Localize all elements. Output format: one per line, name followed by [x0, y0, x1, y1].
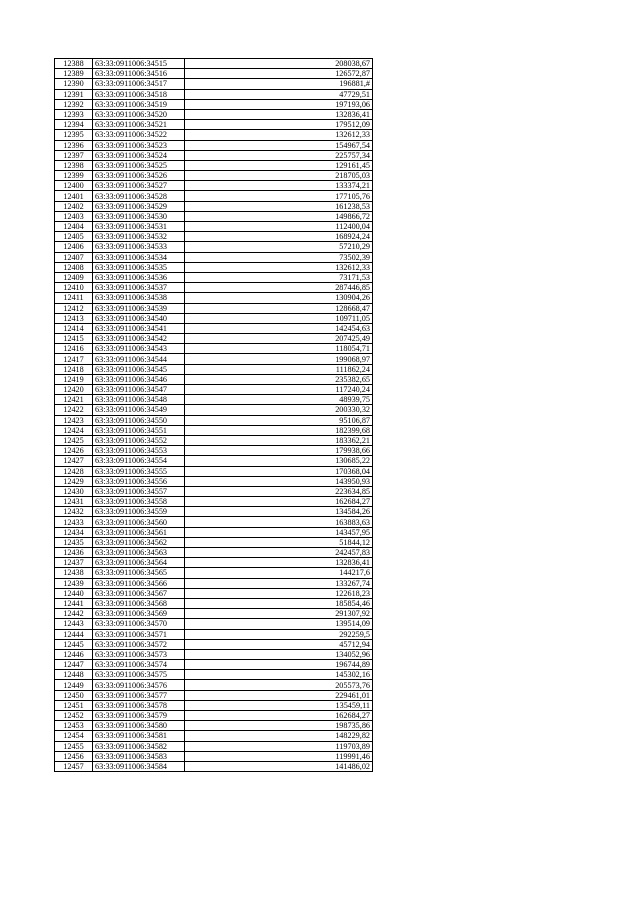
row-number-cell: 12407	[55, 252, 93, 262]
cadastral-number-cell: 63:33:0911006:34567	[93, 588, 185, 598]
cadastral-value-cell: 130904,26	[185, 293, 373, 303]
table-row	[55, 395, 373, 405]
cadastral-value-cell: 208038,67	[185, 59, 373, 69]
row-number-cell: 12409	[55, 272, 93, 282]
row-number-cell: 12388	[55, 59, 93, 69]
row-number-cell: 12426	[55, 446, 93, 456]
table-row	[55, 59, 373, 69]
row-number-cell: 12401	[55, 191, 93, 201]
cadastral-value-cell: 51844,12	[185, 537, 373, 547]
cadastral-number-cell: 63:33:0911006:34531	[93, 222, 185, 232]
row-number-cell: 12448	[55, 670, 93, 680]
row-number-cell: 12397	[55, 150, 93, 160]
cadastral-number-cell: 63:33:0911006:34519	[93, 99, 185, 109]
cadastral-number-cell: 63:33:0911006:34549	[93, 405, 185, 415]
cadastral-number-cell: 63:33:0911006:34557	[93, 486, 185, 496]
cadastral-number-cell: 63:33:0911006:34574	[93, 660, 185, 670]
cadastral-value-cell: 163883,63	[185, 517, 373, 527]
row-number-cell: 12428	[55, 466, 93, 476]
cadastral-value-cell: 170368,04	[185, 466, 373, 476]
cadastral-value-cell: 134052,96	[185, 649, 373, 659]
row-number-cell: 12403	[55, 211, 93, 221]
cadastral-value-cell: 162684,27	[185, 497, 373, 507]
cadastral-number-cell: 63:33:0911006:34533	[93, 242, 185, 252]
row-number-cell: 12399	[55, 171, 93, 181]
cadastral-number-cell: 63:33:0911006:34543	[93, 344, 185, 354]
cadastral-number-cell: 63:33:0911006:34580	[93, 721, 185, 731]
row-number-cell: 12393	[55, 109, 93, 119]
table-row	[55, 456, 373, 466]
cadastral-value-cell: 57210,29	[185, 242, 373, 252]
table-row	[55, 649, 373, 659]
table-row	[55, 344, 373, 354]
table-row	[55, 507, 373, 517]
cadastral-value-cell: 143950,93	[185, 476, 373, 486]
row-number-cell: 12457	[55, 761, 93, 771]
row-number-cell: 12434	[55, 527, 93, 537]
row-number-cell: 12430	[55, 486, 93, 496]
table-row	[55, 232, 373, 242]
row-number-cell: 12391	[55, 89, 93, 99]
row-number-cell: 12445	[55, 639, 93, 649]
cadastral-value-cell: 139514,09	[185, 619, 373, 629]
cadastral-number-cell: 63:33:0911006:34544	[93, 354, 185, 364]
cadastral-value-cell: 145302,16	[185, 670, 373, 680]
table-row	[55, 89, 373, 99]
cadastral-value-cell: 154967,54	[185, 140, 373, 150]
table-row	[55, 283, 373, 293]
cadastral-value-cell: 168924,24	[185, 232, 373, 242]
row-number-cell: 12451	[55, 700, 93, 710]
row-number-cell: 12392	[55, 99, 93, 109]
cadastral-number-cell: 63:33:0911006:34526	[93, 171, 185, 181]
cadastral-number-cell: 63:33:0911006:34583	[93, 751, 185, 761]
row-number-cell: 12421	[55, 395, 93, 405]
cadastral-number-cell: 63:33:0911006:34525	[93, 160, 185, 170]
cadastral-value-cell: 207425,49	[185, 334, 373, 344]
row-number-cell: 12419	[55, 374, 93, 384]
row-number-cell: 12450	[55, 690, 93, 700]
table-row	[55, 262, 373, 272]
table-row	[55, 568, 373, 578]
cadastral-number-cell: 63:33:0911006:34547	[93, 385, 185, 395]
cadastral-value-cell: 112400,04	[185, 222, 373, 232]
table-row	[55, 191, 373, 201]
table-row	[55, 79, 373, 89]
row-number-cell: 12436	[55, 548, 93, 558]
table-row	[55, 211, 373, 221]
table-row	[55, 293, 373, 303]
table-row	[55, 405, 373, 415]
table-row	[55, 619, 373, 629]
row-number-cell: 12412	[55, 303, 93, 313]
cadastral-number-cell: 63:33:0911006:34527	[93, 181, 185, 191]
row-number-cell: 12453	[55, 721, 93, 731]
row-number-cell: 12411	[55, 293, 93, 303]
cadastral-number-cell: 63:33:0911006:34572	[93, 639, 185, 649]
cadastral-value-cell: 144217,6	[185, 568, 373, 578]
cadastral-value-cell: 130685,22	[185, 456, 373, 466]
table-row	[55, 120, 373, 130]
cadastral-number-cell: 63:33:0911006:34528	[93, 191, 185, 201]
cadastral-number-cell: 63:33:0911006:34556	[93, 476, 185, 486]
table-row	[55, 700, 373, 710]
row-number-cell: 12444	[55, 629, 93, 639]
row-number-cell: 12442	[55, 609, 93, 619]
table-row	[55, 181, 373, 191]
cadastral-value-cell: 109711,05	[185, 313, 373, 323]
row-number-cell: 12389	[55, 69, 93, 79]
table-row	[55, 303, 373, 313]
row-number-cell: 12394	[55, 120, 93, 130]
table-row	[55, 242, 373, 252]
table-row	[55, 751, 373, 761]
row-number-cell: 12425	[55, 435, 93, 445]
table-row	[55, 527, 373, 537]
cadastral-number-cell: 63:33:0911006:34554	[93, 456, 185, 466]
table-row	[55, 415, 373, 425]
cadastral-value-cell: 73502,39	[185, 252, 373, 262]
cadastral-value-cell: 45712,94	[185, 639, 373, 649]
row-number-cell: 12433	[55, 517, 93, 527]
table-row	[55, 466, 373, 476]
cadastral-value-cell: 126572,87	[185, 69, 373, 79]
cadastral-number-cell: 63:33:0911006:34523	[93, 140, 185, 150]
row-number-cell: 12410	[55, 283, 93, 293]
row-number-cell: 12424	[55, 425, 93, 435]
cadastral-number-cell: 63:33:0911006:34559	[93, 507, 185, 517]
table-row	[55, 578, 373, 588]
table-row	[55, 313, 373, 323]
cadastral-number-cell: 63:33:0911006:34550	[93, 415, 185, 425]
cadastral-value-cell: 225757,34	[185, 150, 373, 160]
cadastral-number-cell: 63:33:0911006:34534	[93, 252, 185, 262]
row-number-cell: 12408	[55, 262, 93, 272]
table-row	[55, 660, 373, 670]
cadastral-value-cell: 132612,33	[185, 262, 373, 272]
table-row	[55, 741, 373, 751]
cadastral-value-cell: 177105,76	[185, 191, 373, 201]
cadastral-value-cell: 199068,97	[185, 354, 373, 364]
row-number-cell: 12452	[55, 711, 93, 721]
cadastral-value-cell: 141486,02	[185, 761, 373, 771]
cadastral-value-cell: 223634,85	[185, 486, 373, 496]
table-row	[55, 598, 373, 608]
table-row	[55, 99, 373, 109]
row-number-cell: 12422	[55, 405, 93, 415]
cadastral-value-cell: 47729,51	[185, 89, 373, 99]
cadastral-number-cell: 63:33:0911006:34576	[93, 680, 185, 690]
cadastral-value-cell: 118054,71	[185, 344, 373, 354]
row-number-cell: 12423	[55, 415, 93, 425]
cadastral-number-cell: 63:33:0911006:34537	[93, 283, 185, 293]
cadastral-number-cell: 63:33:0911006:34571	[93, 629, 185, 639]
cadastral-number-cell: 63:33:0911006:34517	[93, 79, 185, 89]
cadastral-number-cell: 63:33:0911006:34521	[93, 120, 185, 130]
cadastral-number-cell: 63:33:0911006:34538	[93, 293, 185, 303]
cadastral-number-cell: 63:33:0911006:34561	[93, 527, 185, 537]
row-number-cell: 12432	[55, 507, 93, 517]
row-number-cell: 12418	[55, 364, 93, 374]
cadastral-number-cell: 63:33:0911006:34536	[93, 272, 185, 282]
cadastral-number-cell: 63:33:0911006:34560	[93, 517, 185, 527]
table-row	[55, 150, 373, 160]
cadastral-value-cell: 143457,95	[185, 527, 373, 537]
table-row	[55, 609, 373, 619]
cadastral-value-cell: 133374,21	[185, 181, 373, 191]
cadastral-number-cell: 63:33:0911006:34539	[93, 303, 185, 313]
row-number-cell: 12406	[55, 242, 93, 252]
table-row	[55, 354, 373, 364]
table-row	[55, 446, 373, 456]
cadastral-number-cell: 63:33:0911006:34516	[93, 69, 185, 79]
cadastral-number-cell: 63:33:0911006:34575	[93, 670, 185, 680]
cadastral-number-cell: 63:33:0911006:34570	[93, 619, 185, 629]
cadastral-value-cell: 119703,89	[185, 741, 373, 751]
table-row	[55, 69, 373, 79]
cadastral-number-cell: 63:33:0911006:34552	[93, 435, 185, 445]
table-row	[55, 497, 373, 507]
row-number-cell: 12437	[55, 558, 93, 568]
cadastral-value-cell: 185854,46	[185, 598, 373, 608]
cadastral-number-cell: 63:33:0911006:34568	[93, 598, 185, 608]
document-page	[54, 58, 373, 772]
cadastral-value-cell: 134584,26	[185, 507, 373, 517]
row-number-cell: 12435	[55, 537, 93, 547]
cadastral-value-cell: 235382,65	[185, 374, 373, 384]
cadastral-value-cell: 179512,09	[185, 120, 373, 130]
cadastral-number-cell: 63:33:0911006:34542	[93, 334, 185, 344]
cadastral-number-cell: 63:33:0911006:34577	[93, 690, 185, 700]
cadastral-value-cell: 242457,83	[185, 548, 373, 558]
table-row	[55, 517, 373, 527]
cadastral-value-cell: 149866,72	[185, 211, 373, 221]
table-row	[55, 680, 373, 690]
cadastral-number-cell: 63:33:0911006:34563	[93, 548, 185, 558]
cadastral-value-cell: 179938,66	[185, 446, 373, 456]
table-row	[55, 761, 373, 771]
table-row	[55, 130, 373, 140]
cadastral-value-cell: 162684,27	[185, 711, 373, 721]
table-row	[55, 272, 373, 282]
cadastral-value-table	[54, 58, 373, 772]
cadastral-value-cell: 117240,24	[185, 385, 373, 395]
row-number-cell: 12427	[55, 456, 93, 466]
row-number-cell: 12447	[55, 660, 93, 670]
table-row	[55, 140, 373, 150]
row-number-cell: 12456	[55, 751, 93, 761]
cadastral-number-cell: 63:33:0911006:34578	[93, 700, 185, 710]
table-row	[55, 385, 373, 395]
cadastral-number-cell: 63:33:0911006:34520	[93, 109, 185, 119]
row-number-cell: 12429	[55, 476, 93, 486]
row-number-cell: 12443	[55, 619, 93, 629]
table-row	[55, 588, 373, 598]
table-row	[55, 435, 373, 445]
cadastral-number-cell: 63:33:0911006:34558	[93, 497, 185, 507]
table-row	[55, 670, 373, 680]
row-number-cell: 12413	[55, 313, 93, 323]
table-row	[55, 721, 373, 731]
table-row	[55, 639, 373, 649]
table-row	[55, 160, 373, 170]
table-row	[55, 548, 373, 558]
cadastral-value-cell: 229461,01	[185, 690, 373, 700]
table-row	[55, 690, 373, 700]
cadastral-value-cell: 73171,53	[185, 272, 373, 282]
row-number-cell: 12416	[55, 344, 93, 354]
cadastral-number-cell: 63:33:0911006:34548	[93, 395, 185, 405]
row-number-cell: 12446	[55, 649, 93, 659]
table-row	[55, 476, 373, 486]
cadastral-value-cell: 196881,#	[185, 79, 373, 89]
cadastral-number-cell: 63:33:0911006:34581	[93, 731, 185, 741]
cadastral-value-cell: 122618,23	[185, 588, 373, 598]
cadastral-value-cell: 148229,82	[185, 731, 373, 741]
row-number-cell: 12438	[55, 568, 93, 578]
cadastral-value-cell: 132612,33	[185, 130, 373, 140]
cadastral-number-cell: 63:33:0911006:34545	[93, 364, 185, 374]
cadastral-value-cell: 48939,75	[185, 395, 373, 405]
cadastral-value-cell: 161238,53	[185, 201, 373, 211]
cadastral-number-cell: 63:33:0911006:34540	[93, 313, 185, 323]
row-number-cell: 12395	[55, 130, 93, 140]
cadastral-number-cell: 63:33:0911006:34584	[93, 761, 185, 771]
row-number-cell: 12390	[55, 79, 93, 89]
cadastral-value-cell: 119991,46	[185, 751, 373, 761]
cadastral-number-cell: 63:33:0911006:34529	[93, 201, 185, 211]
table-row	[55, 334, 373, 344]
row-number-cell: 12396	[55, 140, 93, 150]
row-number-cell: 12455	[55, 741, 93, 751]
cadastral-number-cell: 63:33:0911006:34518	[93, 89, 185, 99]
cadastral-value-cell: 205573,76	[185, 680, 373, 690]
cadastral-number-cell: 63:33:0911006:34524	[93, 150, 185, 160]
row-number-cell: 12439	[55, 578, 93, 588]
cadastral-value-cell: 291307,92	[185, 609, 373, 619]
cadastral-number-cell: 63:33:0911006:34555	[93, 466, 185, 476]
cadastral-value-cell: 200330,32	[185, 405, 373, 415]
cadastral-number-cell: 63:33:0911006:34535	[93, 262, 185, 272]
table-body	[55, 59, 373, 772]
row-number-cell: 12417	[55, 354, 93, 364]
cadastral-value-cell: 287446,85	[185, 283, 373, 293]
cadastral-value-cell: 183362,21	[185, 435, 373, 445]
cadastral-number-cell: 63:33:0911006:34569	[93, 609, 185, 619]
table-row	[55, 711, 373, 721]
cadastral-number-cell: 63:33:0911006:34546	[93, 374, 185, 384]
table-row	[55, 252, 373, 262]
row-number-cell: 12440	[55, 588, 93, 598]
table-row	[55, 425, 373, 435]
row-number-cell: 12402	[55, 201, 93, 211]
cadastral-value-cell: 182399,68	[185, 425, 373, 435]
row-number-cell: 12441	[55, 598, 93, 608]
row-number-cell: 12449	[55, 680, 93, 690]
row-number-cell: 12415	[55, 334, 93, 344]
row-number-cell: 12398	[55, 160, 93, 170]
cadastral-number-cell: 63:33:0911006:34573	[93, 649, 185, 659]
table-row	[55, 537, 373, 547]
cadastral-value-cell: 111862,24	[185, 364, 373, 374]
row-number-cell: 12454	[55, 731, 93, 741]
cadastral-number-cell: 63:33:0911006:34579	[93, 711, 185, 721]
table-row	[55, 222, 373, 232]
cadastral-value-cell: 128668,47	[185, 303, 373, 313]
cadastral-value-cell: 133267,74	[185, 578, 373, 588]
table-row	[55, 486, 373, 496]
table-row	[55, 201, 373, 211]
table-row	[55, 629, 373, 639]
cadastral-value-cell: 142454,63	[185, 323, 373, 333]
cadastral-number-cell: 63:33:0911006:34562	[93, 537, 185, 547]
cadastral-number-cell: 63:33:0911006:34551	[93, 425, 185, 435]
cadastral-value-cell: 129161,45	[185, 160, 373, 170]
cadastral-value-cell: 132836,41	[185, 109, 373, 119]
cadastral-value-cell: 197193,06	[185, 99, 373, 109]
cadastral-value-cell: 196744,89	[185, 660, 373, 670]
cadastral-value-cell: 135459,11	[185, 700, 373, 710]
cadastral-number-cell: 63:33:0911006:34565	[93, 568, 185, 578]
cadastral-number-cell: 63:33:0911006:34522	[93, 130, 185, 140]
cadastral-number-cell: 63:33:0911006:34564	[93, 558, 185, 568]
table-row	[55, 558, 373, 568]
table-row	[55, 323, 373, 333]
cadastral-number-cell: 63:33:0911006:34532	[93, 232, 185, 242]
table-row	[55, 109, 373, 119]
cadastral-value-cell: 292259,5	[185, 629, 373, 639]
cadastral-value-cell: 95106,87	[185, 415, 373, 425]
cadastral-number-cell: 63:33:0911006:34530	[93, 211, 185, 221]
table-row	[55, 364, 373, 374]
cadastral-number-cell: 63:33:0911006:34515	[93, 59, 185, 69]
cadastral-number-cell: 63:33:0911006:34566	[93, 578, 185, 588]
cadastral-number-cell: 63:33:0911006:34582	[93, 741, 185, 751]
cadastral-number-cell: 63:33:0911006:34541	[93, 323, 185, 333]
cadastral-number-cell: 63:33:0911006:34553	[93, 446, 185, 456]
row-number-cell: 12400	[55, 181, 93, 191]
row-number-cell: 12404	[55, 222, 93, 232]
cadastral-value-cell: 198735,86	[185, 721, 373, 731]
cadastral-value-cell: 218705,03	[185, 171, 373, 181]
row-number-cell: 12414	[55, 323, 93, 333]
row-number-cell: 12405	[55, 232, 93, 242]
table-row	[55, 171, 373, 181]
table-row	[55, 374, 373, 384]
cadastral-value-cell: 132836,41	[185, 558, 373, 568]
row-number-cell: 12420	[55, 385, 93, 395]
row-number-cell: 12431	[55, 497, 93, 507]
table-row	[55, 731, 373, 741]
